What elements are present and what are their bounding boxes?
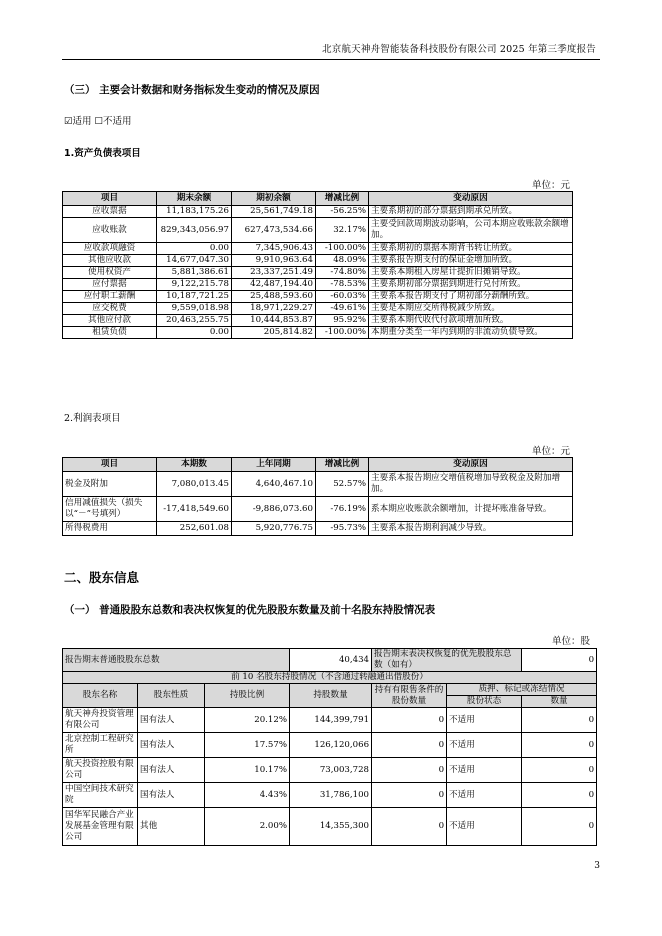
- holder-ratio-cell: 20.12%: [205, 708, 290, 733]
- holder-name-cell: 国华军民融合产业发展基金管理有限公司: [63, 808, 138, 846]
- holder-nature-cell: 国有法人: [138, 783, 205, 808]
- holder-name-cell: 中国空间技术研究院: [63, 783, 138, 808]
- item-cell: 租赁负债: [63, 327, 157, 339]
- header-divider: [62, 59, 600, 60]
- balance-sheet-table: [62, 191, 573, 339]
- col-pledge-status: 股份状态: [447, 696, 522, 708]
- table-row: [63, 522, 573, 536]
- change-ratio-cell: -100.00%: [316, 327, 369, 339]
- reason-cell: 主要是本期应交所得税减少所致。: [369, 303, 573, 315]
- end-balance-cell: 5,881,386.61: [157, 267, 232, 279]
- total-holders-label: 报告期末普通股股东总数: [63, 649, 290, 672]
- holder-nature-cell: 国有法人: [138, 733, 205, 758]
- reason-cell: 主要系期初部分票据到期进行兑付所致。: [369, 279, 573, 291]
- holder-name-cell: 北京控制工程研究所: [63, 733, 138, 758]
- end-balance-cell: 0.00: [157, 327, 232, 339]
- holder-nature-cell: 国有法人: [138, 758, 205, 783]
- col-change-ratio: 增减比例: [316, 192, 369, 206]
- change-ratio-cell: 32.17%: [316, 218, 369, 243]
- holder-nature-cell: 其他: [138, 808, 205, 846]
- income-unit: 单位：元: [531, 446, 570, 457]
- table-row: [63, 303, 573, 315]
- reason-cell: 主要系本期代收代付款项增加所致。: [369, 315, 573, 327]
- table-row: [63, 291, 573, 303]
- reason-cell: 主要系本报告期支付了期初部分薪酬所致。: [369, 291, 573, 303]
- holder-status-cell: 不适用: [447, 758, 522, 783]
- current-cell: 7,080,013.45: [157, 472, 232, 497]
- reason-cell: 主要系期初的部分票据到期承兑所致。: [369, 206, 573, 218]
- prior-year-cell: 4,640,467.10: [232, 472, 316, 497]
- col-restricted-qty: 持有有限售条件的股份数量: [372, 684, 447, 708]
- item-cell: 其他应付款: [63, 315, 157, 327]
- reason-cell: 主要系本报告期应交增值税增加导致税金及附加增加。: [369, 472, 573, 497]
- holder-pqty-cell: 0: [522, 783, 597, 808]
- holder-ratio-cell: 17.57%: [205, 733, 290, 758]
- table-row: [63, 267, 573, 279]
- reason-cell: 主要系本报告期利润减少导致。: [369, 522, 573, 536]
- holder-restricted-cell: 0: [372, 733, 447, 758]
- item-cell: 应交税费: [63, 303, 157, 315]
- col-holding-qty: 持股数量: [290, 684, 372, 708]
- change-ratio-cell: 48.09%: [316, 255, 369, 267]
- holder-status-cell: 不适用: [447, 708, 522, 733]
- top10-label: 前 10 名股东持股情况（不含通过转融通出借股份）: [63, 672, 597, 684]
- page-number: 3: [594, 861, 600, 871]
- begin-balance-cell: 25,488,593.60: [232, 291, 316, 303]
- col-item: 项目: [63, 192, 157, 206]
- income-statement-title: 2.利润表项目: [64, 413, 121, 424]
- col-item: 项目: [63, 458, 157, 472]
- end-balance-cell: 14,677,047.30: [157, 255, 232, 267]
- current-cell: -17,418,549.60: [157, 497, 232, 522]
- item-cell: 税金及附加: [63, 472, 157, 497]
- balance-sheet-title: 1.资产负债表项目: [64, 148, 141, 159]
- reason-cell: 主要系期初的票据本期背书转让所致。: [369, 243, 573, 255]
- holder-qty-cell: 14,355,300: [290, 808, 372, 846]
- holder-status-cell: 不适用: [447, 733, 522, 758]
- current-cell: 252,601.08: [157, 522, 232, 536]
- col-begin-balance: 期初余额: [232, 192, 316, 206]
- holder-ratio-cell: 10.17%: [205, 758, 290, 783]
- table-row: [63, 783, 597, 808]
- begin-balance-cell: 9,910,963.64: [232, 255, 316, 267]
- table-row: [63, 327, 573, 339]
- item-cell: 信用减值损失（损失以“－”号填列）: [63, 497, 157, 522]
- holder-restricted-cell: 0: [372, 708, 447, 733]
- holder-pqty-cell: 0: [522, 708, 597, 733]
- holder-pqty-cell: 0: [522, 758, 597, 783]
- change-ratio-cell: -60.03%: [316, 291, 369, 303]
- begin-balance-cell: 627,473,534.66: [232, 218, 316, 243]
- table-row: [63, 255, 573, 267]
- table-row: [63, 206, 573, 218]
- table-row: [63, 472, 573, 497]
- holder-name-cell: 航天神舟投资管理有限公司: [63, 708, 138, 733]
- change-ratio-cell: 52.57%: [316, 472, 369, 497]
- reason-cell: 本期重分类至一年内到期的非流动负债导致。: [369, 327, 573, 339]
- shareholders-subtitle: （一） 普通股股东总数和表决权恢复的优先股股东数量及前十名股东持股情况表: [64, 604, 436, 616]
- change-ratio-cell: 95.92%: [316, 315, 369, 327]
- holder-ratio-cell: 2.00%: [205, 808, 290, 846]
- pref-holders-value: 0: [522, 649, 597, 672]
- end-balance-cell: 9,122,215.78: [157, 279, 232, 291]
- holder-status-cell: 不适用: [447, 783, 522, 808]
- begin-balance-cell: 10,444,853.87: [232, 315, 316, 327]
- end-balance-cell: 20,463,255.75: [157, 315, 232, 327]
- prior-year-cell: 5,920,776.75: [232, 522, 316, 536]
- end-balance-cell: 829,343,056.97: [157, 218, 232, 243]
- col-end-balance: 期末余额: [157, 192, 232, 206]
- table-row: [63, 218, 573, 243]
- holder-qty-cell: 31,786,100: [290, 783, 372, 808]
- change-ratio-cell: -76.19%: [316, 497, 369, 522]
- item-cell: 使用权资产: [63, 267, 157, 279]
- item-cell: 其他应收款: [63, 255, 157, 267]
- holder-name-cell: 航天投资控股有限公司: [63, 758, 138, 783]
- col-holder-name: 股东名称: [63, 684, 138, 708]
- table-row: [63, 808, 597, 846]
- section-3-title: （三） 主要会计数据和财务指标发生变动的情况及原因: [64, 84, 320, 96]
- begin-balance-cell: 7,345,906.43: [232, 243, 316, 255]
- table-row: [63, 279, 573, 291]
- holder-qty-cell: 126,120,066: [290, 733, 372, 758]
- income-statement-table: [62, 457, 573, 536]
- end-balance-cell: 0.00: [157, 243, 232, 255]
- end-balance-cell: 10,187,721.25: [157, 291, 232, 303]
- item-cell: 应收款项融资: [63, 243, 157, 255]
- applicable-checkbox-text: ☑适用 ☐不适用: [64, 116, 132, 127]
- end-balance-cell: 9,559,018.98: [157, 303, 232, 315]
- change-ratio-cell: -95.73%: [316, 522, 369, 536]
- reason-cell: 主要系本期租入房屋计提折旧摊销导致。: [369, 267, 573, 279]
- begin-balance-cell: 25,561,749.18: [232, 206, 316, 218]
- change-ratio-cell: -49.61%: [316, 303, 369, 315]
- holder-status-cell: 不适用: [447, 808, 522, 846]
- item-cell: 应付票据: [63, 279, 157, 291]
- change-ratio-cell: -78.53%: [316, 279, 369, 291]
- shareholders-unit: 单位：股: [551, 636, 590, 647]
- holder-restricted-cell: 0: [372, 783, 447, 808]
- end-balance-cell: 11,183,175.26: [157, 206, 232, 218]
- col-change-ratio: 增减比例: [316, 458, 369, 472]
- item-cell: 所得税费用: [63, 522, 157, 536]
- change-ratio-cell: -56.25%: [316, 206, 369, 218]
- col-holder-nature: 股东性质: [138, 684, 205, 708]
- col-holding-ratio: 持股比例: [205, 684, 290, 708]
- table-row: [63, 758, 597, 783]
- col-current: 本期数: [157, 458, 232, 472]
- holder-pqty-cell: 0: [522, 808, 597, 846]
- holder-ratio-cell: 4.43%: [205, 783, 290, 808]
- part-2-title: 二、股东信息: [64, 570, 140, 585]
- holder-qty-cell: 73,003,728: [290, 758, 372, 783]
- prior-year-cell: -9,886,073.60: [232, 497, 316, 522]
- pref-holders-label: 报告期末表决权恢复的优先股股东总数（如有）: [372, 649, 522, 672]
- shareholders-table: [62, 648, 597, 846]
- holder-pqty-cell: 0: [522, 733, 597, 758]
- table-row: [63, 243, 573, 255]
- holder-nature-cell: 国有法人: [138, 708, 205, 733]
- reason-cell: 主要受回款周期波动影响，公司本期应收账款余额增加。: [369, 218, 573, 243]
- item-cell: 应收票据: [63, 206, 157, 218]
- reason-cell: 主要系报告期支付的保证金增加所致。: [369, 255, 573, 267]
- change-ratio-cell: -100.00%: [316, 243, 369, 255]
- holder-qty-cell: 144,399,791: [290, 708, 372, 733]
- col-pledge-group: 质押、标记或冻结情况: [447, 684, 597, 696]
- page-header: 北京航天神舟智能装备科技股份有限公司 2025 年第三季度报告: [322, 44, 596, 55]
- table-row: [63, 315, 573, 327]
- begin-balance-cell: 23,337,251.49: [232, 267, 316, 279]
- reason-cell: 系本期应收账款余额增加，计提坏账准备导致。: [369, 497, 573, 522]
- total-holders-value: 40,434: [290, 649, 372, 672]
- table-row: [63, 497, 573, 522]
- balance-unit: 单位：元: [531, 180, 570, 191]
- item-cell: 应收账款: [63, 218, 157, 243]
- change-ratio-cell: -74.80%: [316, 267, 369, 279]
- col-prior-year: 上年同期: [232, 458, 316, 472]
- begin-balance-cell: 18,971,229.27: [232, 303, 316, 315]
- begin-balance-cell: 42,487,194.40: [232, 279, 316, 291]
- table-row: [63, 708, 597, 733]
- holder-restricted-cell: 0: [372, 758, 447, 783]
- holder-restricted-cell: 0: [372, 808, 447, 846]
- table-row: [63, 733, 597, 758]
- col-reason: 变动原因: [369, 192, 573, 206]
- item-cell: 应付职工薪酬: [63, 291, 157, 303]
- col-reason: 变动原因: [369, 458, 573, 472]
- begin-balance-cell: 205,814.82: [232, 327, 316, 339]
- col-pledge-qty: 数量: [522, 696, 597, 708]
